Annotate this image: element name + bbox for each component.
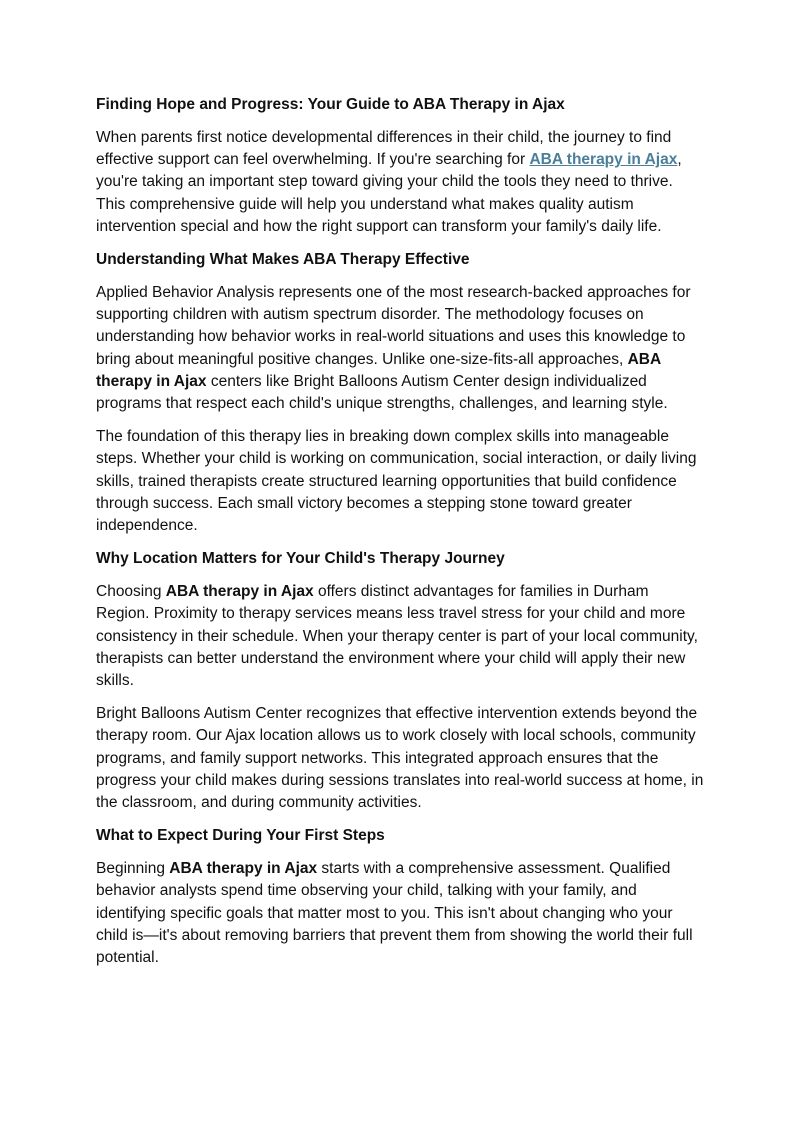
article-title: Finding Hope and Progress: Your Guide to ABA Therapy in Ajax bbox=[96, 96, 565, 113]
section-heading-effective: Understanding What Makes ABA Therapy Effective bbox=[96, 251, 470, 269]
effective-paragraph-1 bbox=[96, 282, 706, 415]
effective-text-start: Applied Behavior Analysis represents one of the most research-backed approaches for supporting children with autism spectrum disorder. The methodology focuses on understanding how behavior works in real-world situations and uses this knowledge to bring about meaningful positive changes. Unlike one-size-fits-all approaches, bbox=[96, 284, 691, 368]
document-page bbox=[96, 94, 706, 980]
location-text-start: Choosing bbox=[96, 583, 166, 601]
effective-text-end: centers like Bright Balloons Autism Center design individualized programs that respect each child's unique strengths, challenges, and learning style. bbox=[96, 372, 668, 413]
first-steps-text-start: Beginning bbox=[96, 860, 170, 878]
intro-text-end: , you're taking an important step toward giving your child the tools they need to thrive. This comprehensive guide will help you understand what makes quality autism intervention special and how the right support can transform your family's daily life. bbox=[96, 151, 682, 235]
intro-text-start: When parents first notice developmental differences in their child, the journey to find effective support can feel overwhelming. If you're searching for bbox=[96, 129, 672, 169]
first-steps-text-end: starts with a comprehensive assessment. Qualified behavior analysts spend time observing your child, talking with your family, and identifying specific goals that matter most to you. This isn't about changing who your child is—it's about removing barriers that prevent them from showing the world their full potential. bbox=[96, 860, 693, 967]
intro-paragraph bbox=[96, 127, 706, 238]
first-steps-bold-keyword: ABA therapy in Ajax bbox=[169, 860, 318, 878]
effective-bold-keyword: ABA therapy in Ajax bbox=[96, 350, 661, 390]
section-heading-location: Why Location Matters for Your Child's Therapy Journey bbox=[96, 550, 505, 568]
aba-therapy-link[interactable]: ABA therapy in Ajax bbox=[529, 151, 678, 169]
location-bold-keyword: ABA therapy in Ajax bbox=[165, 583, 314, 601]
first-steps-paragraph bbox=[96, 858, 706, 969]
effective-paragraph-2: The foundation of this therapy lies in breaking down complex skills into manageable steps. Whether your child is working on communication, social interaction, or daily living skills, trained therapists create structured learning opportunities that build confidence through success. Each small victory becomes a stepping stone toward greater independence. bbox=[96, 428, 697, 535]
section-heading-first-steps: What to Expect During Your First Steps bbox=[96, 827, 385, 845]
location-text-end: offers distinct advantages for families in Durham Region. Proximity to therapy services means less travel stress for your child and more consistency in their schedule. When your therapy center is part of your local community, therapists can better understand the environment where your child will apply their new skills. bbox=[96, 583, 698, 690]
location-paragraph-1 bbox=[96, 581, 706, 692]
location-paragraph-2: Bright Balloons Autism Center recognizes that effective intervention extends beyond the therapy room. Our Ajax location allows us to work closely with local schools, community programs, and family support networks. This integrated approach ensures that the progress your child makes during sessions translates into real-world success at home, in the classroom, and during community activities. bbox=[96, 705, 704, 812]
